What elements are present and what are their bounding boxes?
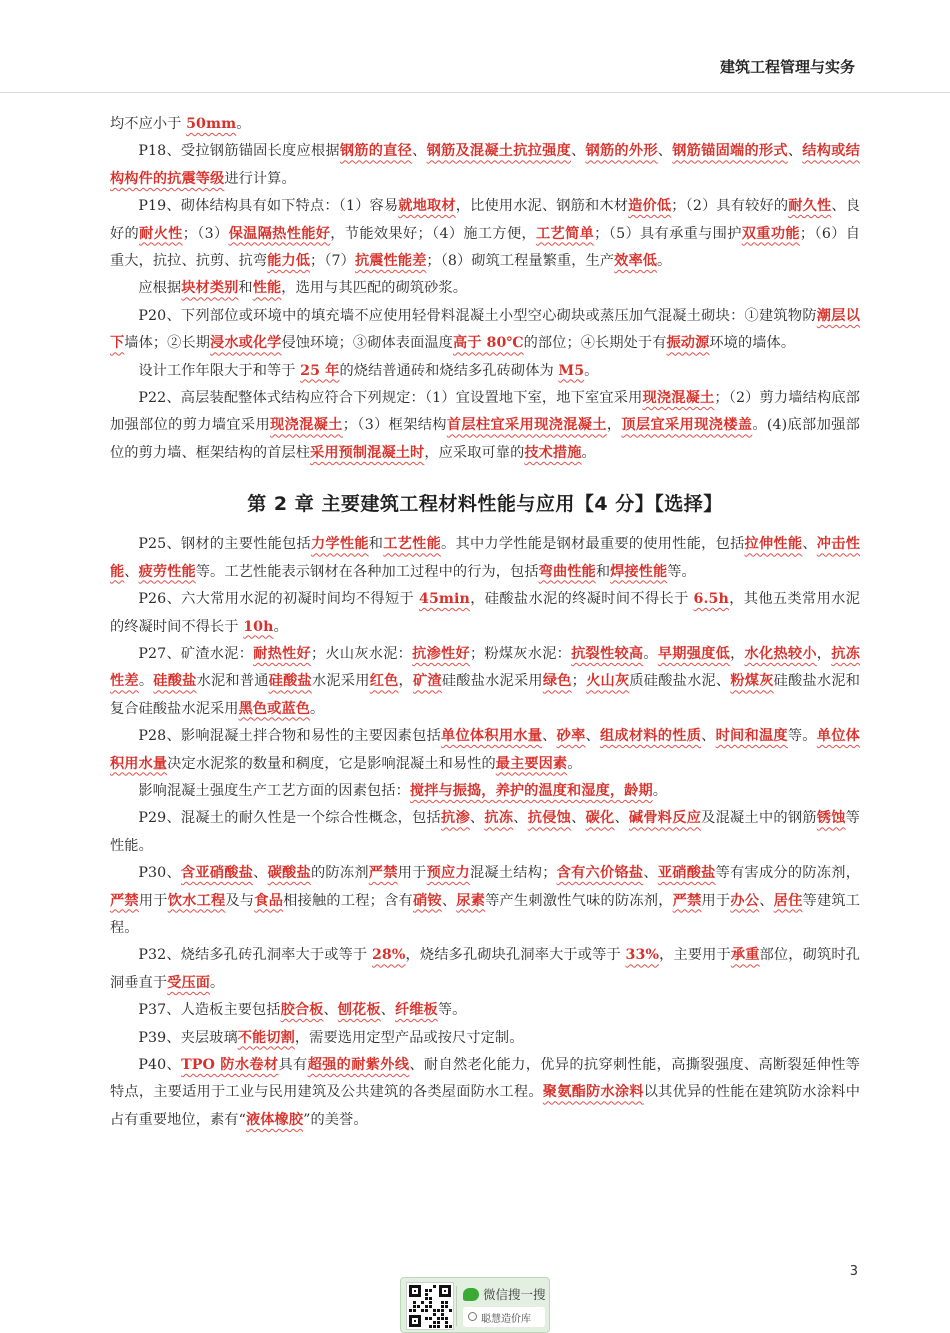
qr-module: [429, 1297, 432, 1300]
key-term: 抗冻性差: [110, 645, 860, 690]
text-run: 、: [412, 143, 427, 160]
qr-module: [425, 1305, 428, 1308]
key-term: 能力低: [267, 253, 311, 270]
key-term: 抗渗性好: [412, 645, 470, 662]
qr-module: [413, 1301, 416, 1304]
qr-module: [437, 1309, 440, 1312]
key-term: 耐久性: [788, 198, 832, 215]
key-term: 工艺性能: [383, 536, 442, 553]
text-run: 水泥采用: [311, 673, 370, 690]
text-run: 、: [253, 865, 268, 882]
key-term: 居住: [773, 892, 803, 909]
key-term: 现浇混凝土: [642, 390, 715, 407]
section-chapter2-notes: [110, 531, 860, 1134]
text-run: P37、人造板主要包括: [138, 1002, 281, 1019]
text-run: 和: [368, 536, 384, 553]
badge-search-text: 聪慧造价库: [481, 1314, 531, 1325]
qr-module: [421, 1301, 424, 1304]
paragraph: [110, 723, 860, 778]
qr-module: [441, 1317, 444, 1320]
qr-module: [425, 1317, 428, 1320]
qr-module: [441, 1309, 444, 1312]
qr-module: [449, 1325, 452, 1328]
text-run: ；（6）自重大，抗拉、抗剪、抗弯: [110, 225, 861, 270]
key-term: 粉煤灰: [730, 673, 774, 690]
text-run: 用于: [701, 892, 731, 909]
key-term: 造价低: [628, 198, 672, 215]
key-term: 高于 80℃: [452, 335, 524, 352]
key-term: 工艺简单: [536, 225, 595, 242]
key-term: 性能: [252, 280, 282, 297]
qr-module: [433, 1313, 436, 1316]
text-run: 、: [571, 810, 586, 827]
key-term: 超强的耐紫外线: [307, 1057, 410, 1073]
badge-divider: [456, 1286, 457, 1326]
paragraph: [110, 1052, 860, 1134]
key-term: 抗侵蚀: [527, 810, 572, 827]
qr-finder-mark: [409, 1315, 421, 1327]
text-run: 、: [513, 810, 528, 827]
text-run: P39、夹层玻璃: [138, 1029, 238, 1046]
key-term: 承重: [730, 947, 760, 964]
header-title: 建筑工程管理与实务: [719, 58, 855, 76]
text-run: 进行计算。: [224, 170, 296, 187]
text-run: 用于: [138, 892, 168, 909]
key-term: 预应力: [426, 865, 470, 882]
text-run: ；（2）剪力墙结构底部加强部位的剪力墙宜采用: [110, 390, 860, 434]
key-term: 尿素: [456, 892, 486, 909]
text-run: ，: [816, 645, 832, 662]
text-run: 、: [585, 728, 600, 745]
text-run: 侵蚀环境；③砌体表面温度: [281, 335, 453, 352]
text-run: P26、六大常用水泥的初凝时间均不得短于: [138, 591, 419, 608]
key-term: 液体橡胶: [245, 1111, 304, 1128]
text-run: 应根据: [138, 280, 182, 297]
key-term: 办公: [730, 892, 760, 909]
key-term: 耐热性好: [253, 645, 311, 662]
text-run: 。: [581, 444, 596, 461]
text-run: 墙体；②长期: [124, 335, 211, 352]
key-term: 抗渗: [441, 810, 470, 827]
paragraph: [110, 531, 860, 586]
key-term: 现浇混凝土: [270, 417, 343, 434]
key-term: 不能切割: [237, 1029, 295, 1046]
key-term: 搅拌与振捣，养护的温度和湿度，龄期: [409, 782, 653, 799]
key-term: 双重功能: [741, 225, 800, 242]
key-term: 碳化: [585, 810, 615, 827]
text-run: 相接触的工程；含有: [283, 892, 413, 909]
text-run: 具有: [278, 1057, 308, 1073]
text-run: ，: [398, 673, 413, 690]
text-run: 、良好的: [110, 198, 860, 242]
text-run: ；（8）砌筑工程量繁重，生产: [426, 253, 615, 270]
qr-module: [429, 1317, 432, 1320]
text-run: 硅酸盐水泥采用: [441, 673, 543, 690]
key-term: 绿色: [542, 673, 572, 690]
text-run: ，: [730, 645, 745, 662]
qr-module: [433, 1325, 436, 1328]
key-term: 早期强度低: [657, 645, 731, 662]
text-run: 影响混凝土强度生产工艺方面的因素包括：: [138, 782, 410, 799]
text-run: ，比使用水泥、钢筋和木材: [455, 198, 629, 215]
text-run: ，选用与其匹配的砌筑砂浆。: [281, 280, 468, 297]
key-term: 钢筋的外形: [585, 143, 658, 160]
text-run: 决定水泥浆的数量和稠度，它是影响混凝土和易性的: [167, 755, 496, 772]
key-term: 亚硝酸盐: [657, 865, 716, 882]
qr-module: [429, 1305, 432, 1308]
key-term: 钢筋及混凝土抗拉强度: [426, 143, 572, 160]
qr-module: [437, 1325, 440, 1328]
text-run: ；（3）: [182, 225, 229, 242]
qr-module: [445, 1301, 448, 1304]
text-run: 。其中力学性能是钢材最重要的使用性能，包括: [441, 536, 745, 553]
text-run: 等。工艺性能表示钢材在各种加工过程中的行为，包括: [195, 563, 539, 580]
qr-finder-mark: [439, 1285, 451, 1297]
key-term: 拉伸性能: [744, 536, 803, 553]
wechat-search-badge[interactable]: [400, 1277, 550, 1333]
paragraph: [110, 193, 860, 275]
page-content: [110, 111, 860, 1134]
text-run: 。: [643, 645, 658, 662]
text-run: 、: [469, 810, 485, 827]
text-run: 、: [571, 143, 586, 160]
text-run: ，节能效果好；（4）施工方便，: [330, 225, 537, 242]
text-run: P29、混凝土的耐久性是一个综合性概念，包括: [138, 810, 442, 827]
paragraph: [110, 997, 860, 1024]
key-term: 冲击性能: [110, 536, 860, 580]
text-run: 。: [310, 700, 325, 717]
paragraph: [110, 586, 860, 641]
text-run: P27、矿渣水泥：: [138, 645, 254, 662]
key-term: 锈蚀: [816, 810, 846, 827]
key-term: 胶合板: [280, 1002, 324, 1019]
text-run: ”的美誉。: [303, 1111, 368, 1128]
text-run: 。(4)底部加强部位的剪力墙、框架结构的首层柱: [110, 417, 860, 461]
key-term: 弯曲性能: [538, 563, 596, 580]
key-term: 火山灰: [585, 673, 630, 690]
key-term: 10h: [243, 618, 274, 635]
text-run: 。: [236, 116, 251, 132]
qr-module: [437, 1317, 440, 1320]
qr-module: [409, 1309, 412, 1312]
qr-module: [433, 1285, 436, 1288]
key-term: 红色: [369, 673, 399, 690]
key-term: 严禁: [672, 892, 702, 909]
text-run: 。: [652, 782, 668, 799]
key-term: 耐火性: [139, 225, 183, 242]
text-run: P22、高层装配整体式结构应符合下列规定：（1）宜设置地下室，地下室宜采用: [138, 390, 643, 407]
key-term: 33%: [625, 947, 660, 964]
text-run: ，烧结多孔砌块孔洞率大于或等于: [405, 947, 626, 964]
key-term: 纤维板: [394, 1002, 438, 1019]
key-term: 焊接性能: [610, 563, 668, 580]
text-run: 、: [701, 728, 716, 745]
text-run: 、: [614, 810, 629, 827]
key-term: 砂率: [556, 728, 586, 745]
text-run: 和: [238, 280, 253, 297]
key-term: 效率低: [614, 253, 658, 270]
qr-module: [441, 1305, 444, 1308]
paragraph: [110, 358, 860, 385]
qr-module: [413, 1305, 416, 1308]
paragraph: [110, 942, 860, 997]
text-run: 。: [210, 974, 225, 991]
key-term: 刨花板: [337, 1002, 381, 1019]
key-term: 饮水工程: [167, 892, 226, 909]
key-term: 6.5h: [693, 591, 729, 608]
qr-module: [425, 1297, 428, 1300]
qr-module: [425, 1289, 428, 1292]
text-run: 。: [567, 755, 582, 772]
text-run: 、: [323, 1002, 338, 1019]
text-run: ，其他五类常用水泥的终凝时间不得长于: [110, 591, 860, 635]
text-run: P40、: [138, 1057, 182, 1073]
text-run: 和: [595, 563, 611, 580]
text-run: 、: [643, 865, 658, 882]
section-chapter1-notes: [110, 111, 860, 467]
text-run: 均不应小于: [110, 116, 187, 132]
key-term: M5: [558, 362, 585, 379]
key-term: 抗冻: [484, 810, 514, 827]
text-run: 及混凝土中的钢筋: [701, 810, 817, 827]
key-term: 水化热较小: [744, 645, 817, 662]
key-term: 硅酸盐: [153, 673, 197, 690]
paragraph: [110, 111, 860, 138]
text-run: P32、烧结多孔砖孔洞率大于或等于: [138, 947, 372, 964]
qr-module: [445, 1325, 448, 1328]
key-term: 潮层以下: [110, 307, 860, 352]
qr-module: [433, 1309, 436, 1312]
text-run: 等有害成分的防冻剂，: [715, 865, 860, 882]
qr-module: [433, 1321, 436, 1324]
key-term: 含亚硝酸盐: [180, 865, 254, 882]
paragraph: [110, 303, 860, 358]
qr-module: [413, 1309, 416, 1312]
text-run: ，需要选用定型产品或按尺寸定制。: [294, 1029, 524, 1046]
text-run: ；火山灰水泥：: [310, 645, 413, 662]
key-term: 严禁: [110, 892, 139, 909]
text-run: 部位，砌筑时孔洞垂直于: [110, 947, 860, 991]
key-term: 聚氨酯防水涂料: [542, 1084, 644, 1101]
paragraph: [110, 385, 860, 467]
key-term: 力学性能: [310, 536, 369, 553]
paragraph: [110, 138, 860, 193]
key-term: 最主要因素: [495, 755, 568, 772]
paragraph: [110, 275, 860, 302]
text-run: 设计工作年限大于和等于: [138, 362, 301, 379]
qr-module: [425, 1309, 428, 1312]
key-term: 45min: [418, 591, 470, 608]
text-run: 等产生刺激性气味的防冻剂，: [485, 892, 673, 909]
text-run: 混凝土结构；: [469, 865, 557, 882]
key-term: 受压面: [167, 974, 211, 991]
key-term: 食品: [254, 892, 284, 909]
text-run: 以其优异的性能在建筑防水涂料中占有重要地位，素有“: [110, 1084, 860, 1128]
key-term: 含有六价铬盐: [556, 865, 644, 882]
text-run: 的烧结普通砖和烧结多孔砖砌体为: [339, 362, 559, 379]
key-term: 抗裂性较高: [571, 645, 644, 662]
qr-code-icon: [406, 1282, 454, 1330]
text-run: 的防冻剂: [310, 865, 369, 882]
text-run: P18、受拉钢筋锚固长度应根据: [138, 143, 340, 160]
text-run: 等性能。: [110, 810, 860, 854]
qr-module: [445, 1321, 448, 1324]
qr-module: [429, 1325, 432, 1328]
text-run: ，主要用于: [659, 947, 731, 964]
qr-module: [445, 1317, 448, 1320]
key-term: 28%: [371, 947, 406, 964]
text-run: 、耐自然老化能力，优异的抗穿刺性能，高撕裂强度、高断裂延伸性等特点，主要适用于工业与民用建筑及公共建筑的各类屋面防水工程。: [110, 1057, 861, 1101]
key-term: 技术措施: [524, 444, 582, 461]
text-run: 等。: [787, 728, 817, 745]
wechat-search-label: 微信搜一搜: [483, 1287, 546, 1302]
key-term: 时间和温度: [715, 728, 788, 745]
key-term: 保温隔热性能好: [228, 225, 331, 242]
paragraph: [110, 860, 860, 942]
text-run: ；（5）具有承重与围护: [594, 225, 742, 242]
text-run: ，应采取可靠的: [424, 444, 525, 461]
text-run: ，硅酸盐水泥的终凝时间不得长于: [469, 591, 694, 608]
key-term: 25 年: [300, 362, 340, 379]
qr-finder-mark: [409, 1285, 421, 1297]
key-term: 单位体积用水量: [110, 728, 860, 772]
key-term: 顶层宜采用现浇楼盖: [621, 417, 753, 434]
text-run: ；（3）框架结构: [342, 417, 447, 434]
text-run: 水泥和普通: [196, 673, 269, 690]
badge-search-box[interactable]: [463, 1307, 545, 1327]
text-run: 。: [273, 618, 288, 635]
text-run: P28、影响混凝土拌合物和易性的主要因素包括: [138, 728, 442, 745]
text-run: 硅酸盐水泥和复合硅酸盐水泥采用: [110, 673, 861, 717]
qr-module: [441, 1301, 444, 1304]
search-icon: [468, 1312, 477, 1321]
text-run: 等。: [437, 1002, 467, 1019]
qr-module: [429, 1289, 432, 1292]
key-term: 碳酸盐: [267, 865, 311, 882]
text-run: 用于: [397, 865, 427, 882]
text-run: 、: [657, 143, 673, 160]
key-term: 单位体积用水量: [441, 728, 543, 745]
key-term: 浸水或化学: [210, 335, 282, 352]
qr-module: [417, 1305, 420, 1308]
key-term: 就地取材: [398, 198, 456, 215]
text-run: 。: [138, 673, 154, 690]
paragraph: [110, 778, 860, 805]
text-run: ；（7）: [310, 253, 355, 270]
key-term: 抗震性能差: [354, 253, 427, 270]
text-run: 环境的墙体。: [709, 335, 796, 352]
text-run: 、: [802, 536, 817, 553]
text-run: 的部位；④长期处于有: [523, 335, 667, 352]
key-term: 振动源: [666, 335, 710, 352]
key-term: 首层柱宜采用现浇混凝土: [446, 417, 607, 434]
text-run: 及与: [225, 892, 255, 909]
paragraph: [110, 641, 860, 723]
header-divider: [0, 92, 950, 93]
text-run: 、: [380, 1002, 395, 1019]
page-number: 3: [849, 1264, 858, 1279]
key-term: 50mm: [186, 116, 237, 132]
qr-module: [425, 1293, 428, 1296]
key-term: 块材类别: [181, 280, 239, 297]
text-run: 、: [124, 563, 139, 580]
key-term: 碱骨料反应: [628, 810, 702, 827]
text-run: 、: [787, 143, 803, 160]
text-run: P20、下列部位或环境中的填充墙不应使用轻骨料混凝土小型空心砌块或蒸压加气混凝土砌块：①建筑物防: [138, 307, 817, 324]
text-run: 、: [441, 892, 457, 909]
text-run: P30、: [138, 865, 181, 882]
text-run: 等。: [667, 563, 696, 580]
key-term: 疲劳性能: [138, 563, 196, 580]
text-run: 。: [584, 362, 599, 379]
text-run: ；粉煤灰水泥：: [469, 645, 572, 662]
key-term: 采用预制混凝土时: [310, 444, 425, 461]
paragraph: [110, 805, 860, 860]
key-term: 硝铵: [412, 892, 442, 909]
qr-module: [437, 1321, 440, 1324]
key-term: 黑色或蓝色: [238, 700, 311, 717]
key-term: 矿渣: [412, 673, 442, 690]
wechat-icon: [463, 1288, 479, 1301]
paragraph: [110, 1025, 860, 1052]
key-term: 严禁: [368, 865, 398, 882]
key-term: 硅酸盐: [268, 673, 312, 690]
text-run: ；: [571, 673, 586, 690]
qr-module: [441, 1313, 444, 1316]
key-term: 钢筋锚固端的形式: [672, 143, 788, 160]
chapter-heading: 第 2 章 主要建筑工程材料性能与应用【4 分】【选择】: [247, 493, 723, 516]
qr-module: [445, 1305, 448, 1308]
text-run: 、: [542, 728, 557, 745]
key-term: 钢筋的直径: [339, 143, 413, 160]
key-term: 组成材料的性质: [599, 728, 702, 745]
text-run: P19、砌体结构具有如下特点：（1）容易: [138, 198, 399, 215]
key-term: TPO 防水卷材: [181, 1057, 279, 1073]
text-run: ，: [606, 417, 622, 434]
text-run: 。: [657, 253, 672, 270]
text-run: 质硅酸盐水泥、: [629, 673, 731, 690]
text-run: P25、钢材的主要性能包括: [138, 536, 311, 553]
text-run: 、: [759, 892, 774, 909]
qr-module: [429, 1301, 432, 1304]
text-run: 等建筑工程。: [110, 892, 861, 936]
text-run: ；（2）具有较好的: [671, 198, 789, 215]
qr-module: [449, 1309, 452, 1312]
key-term: 结构或结构构件的抗震等级: [110, 143, 860, 187]
qr-module: [421, 1309, 424, 1312]
